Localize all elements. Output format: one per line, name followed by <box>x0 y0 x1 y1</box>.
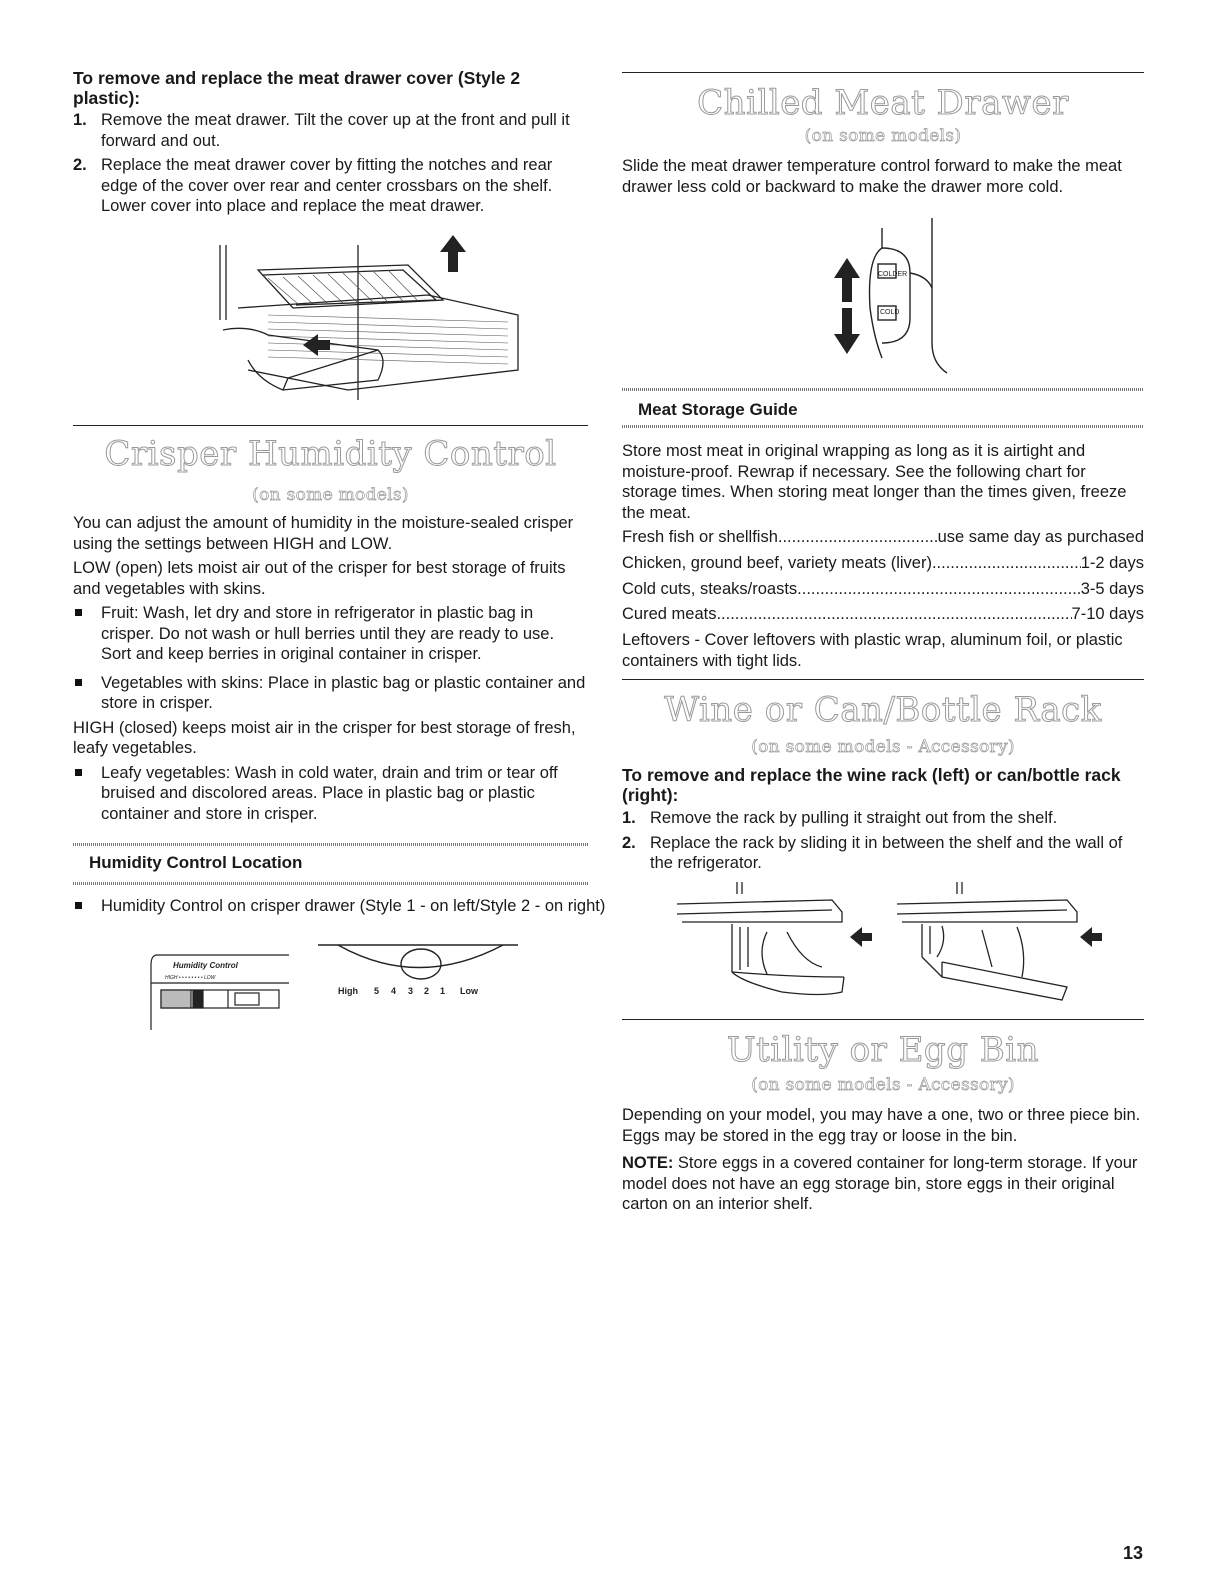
crisper-subtitle: (on some models) <box>252 485 409 505</box>
table-row <box>622 527 1144 547</box>
row-value: 3-5 days <box>1080 580 1144 598</box>
humidity-control-style2-illustration <box>318 940 528 1010</box>
egg-title: Utility or Egg Bin <box>726 1030 1040 1070</box>
wine-rack-illustration <box>672 882 1122 1002</box>
list-item <box>73 673 588 714</box>
leader-dots <box>778 527 938 547</box>
meat-guide-heading: Meat Storage Guide <box>638 400 798 419</box>
dotted-divider <box>73 882 588 885</box>
meat-drawer-control-illustration <box>812 218 962 380</box>
section-divider <box>622 679 1144 680</box>
step-number: 1. <box>622 809 636 827</box>
row-label: Cured meats <box>622 605 717 623</box>
section-divider <box>622 1019 1144 1020</box>
crisper-title: Crisper Humidity Control <box>104 434 557 474</box>
crisper-low-text: LOW (open) lets moist air out of the crisper for best storage of fruits and vegetables with skins. <box>73 559 566 598</box>
scale-label-1: 1 <box>440 986 446 996</box>
step-number: 2. <box>622 833 636 852</box>
note-label: NOTE: <box>622 1154 674 1172</box>
bullet-icon <box>75 609 82 616</box>
chilled-subtitle: (on some models) <box>804 126 962 146</box>
humidity-control-style1-illustration <box>143 945 293 1033</box>
meat-drawer-cover-illustration <box>208 230 528 410</box>
humidity-scale-text: HIGH • • • • • • • • LOW <box>165 975 216 981</box>
meat-cover-heading: To remove and replace the meat drawer cover (Style 2 plastic): <box>73 68 521 108</box>
left-arrow-icon <box>1080 927 1102 947</box>
step-number: 2. <box>73 156 87 174</box>
wine-steps <box>622 808 1144 878</box>
scale-label-low: Low <box>460 986 478 996</box>
table-row <box>622 604 1144 624</box>
wine-title: Wine or Can/Bottle Rack <box>664 690 1102 730</box>
step-text: Replace the meat drawer cover by fitting the notches and rear edge of the cover over rear and center crossbars on the shelf. Lower cover into place and replace the meat drawer. <box>101 156 553 215</box>
wine-subtitle: (on some models - Accessory) <box>751 737 1015 757</box>
down-arrow-icon <box>834 308 860 354</box>
crisper-body <box>73 513 588 824</box>
up-arrow-icon <box>440 235 466 272</box>
wine-heading: To remove and replace the wine rack (left) or can/bottle rack (right): <box>622 765 1121 805</box>
leader-dots <box>797 579 1081 599</box>
step-item <box>622 808 1144 829</box>
section-divider <box>622 72 1144 73</box>
chilled-text: Slide the meat drawer temperature control forward to make the meat drawer less cold or backward to make the drawer more cold. <box>622 157 1122 196</box>
row-value: 1-2 days <box>1080 554 1144 572</box>
dial-cold-label: COLD <box>880 309 900 316</box>
step-text: Remove the meat drawer. Tilt the cover up at the front and pull it forward and out. <box>101 111 570 150</box>
row-value: use same day as purchased <box>937 528 1144 546</box>
step-item <box>622 833 1144 874</box>
step-number: 1. <box>73 111 87 129</box>
leftovers-text: Leftovers - Cover leftovers with plastic wrap, aluminum foil, or plastic containers with tight lids. <box>622 631 1123 670</box>
scale-label-high: High <box>338 986 358 996</box>
chilled-title: Chilled Meat Drawer <box>697 83 1069 123</box>
humidity-location-heading: Humidity Control Location <box>89 853 303 872</box>
step-text: Replace the rack by sliding it in between the shelf and the wall of the refrigerator. <box>650 833 1123 872</box>
crisper-intro: You can adjust the amount of humidity in the moisture-sealed crisper using the settings between HIGH and LOW. <box>73 514 574 553</box>
bullet-text: Leafy vegetables: Wash in cold water, drain and trim or tear off bruised and discolored areas. Place in plastic bag or plastic container and store in crisper. <box>101 763 558 823</box>
section-divider <box>73 425 588 426</box>
list-item <box>73 896 616 917</box>
scale-label-5: 5 <box>374 986 380 996</box>
step-item <box>73 110 588 151</box>
bullet-icon <box>75 769 82 776</box>
row-label: Chicken, ground beef, variety meats (liver) <box>622 554 932 572</box>
dial-colder-label: COLDER <box>878 271 908 278</box>
egg-note <box>622 1153 1144 1215</box>
list-item <box>73 603 588 665</box>
row-label: Cold cuts, steaks/roasts <box>622 580 798 598</box>
bullet-text: Vegetables with skins: Place in plastic bag or plastic container and store in crisper. <box>101 673 586 712</box>
table-row <box>622 553 1144 573</box>
meat-cover-steps <box>73 110 588 221</box>
meat-guide-intro: Store most meat in original wrapping as long as it is airtight and moisture-proof. Rewrap if necessary. See the following chart for storage times. When storing meat longer than the times given, freeze the meat. <box>622 442 1127 522</box>
crisper-high-text: HIGH (closed) keeps moist air in the crisper for best storage of fresh, leafy vegetables. <box>73 718 576 757</box>
table-row <box>622 579 1144 599</box>
humidity-control-label: Humidity Control <box>173 961 238 970</box>
dotted-divider <box>73 843 588 846</box>
list-item <box>73 763 588 825</box>
leader-dots <box>932 553 1081 573</box>
egg-subtitle: (on some models - Accessory) <box>751 1075 1015 1095</box>
up-arrow-icon <box>834 258 860 302</box>
bullet-text: Humidity Control on crisper drawer (Style 1 - on left/Style 2 - on right) <box>101 897 606 915</box>
row-value: 7-10 days <box>1071 605 1144 623</box>
note-text: Store eggs in a covered container for long-term storage. If your model does not have an egg storage bin, store eggs in their original carton on an interior shelf. <box>622 1154 1138 1213</box>
row-label: Fresh fish or shellfish <box>622 528 778 546</box>
leader-dots <box>716 604 1071 624</box>
bullet-icon <box>75 902 82 909</box>
scale-label-2: 2 <box>424 986 430 996</box>
dotted-divider <box>622 388 1144 391</box>
scale-label-4: 4 <box>391 986 397 996</box>
scale-label-3: 3 <box>408 986 414 996</box>
bullet-icon <box>75 679 82 686</box>
step-text: Remove the rack by pulling it straight out from the shelf. <box>650 809 1058 827</box>
bullet-text: Fruit: Wash, let dry and store in refrigerator in plastic bag in crisper. Do not wash or hull berries until they are ready to use. Sort and keep berries in original container in crisper. <box>101 604 555 663</box>
egg-text: Depending on your model, you may have a one, two or three piece bin. Eggs may be stored in the egg tray or loose in the bin. <box>622 1106 1141 1145</box>
step-item <box>73 155 588 217</box>
page-number: 13 <box>1122 1543 1143 1563</box>
dotted-divider <box>622 425 1144 428</box>
left-arrow-icon <box>850 927 872 947</box>
